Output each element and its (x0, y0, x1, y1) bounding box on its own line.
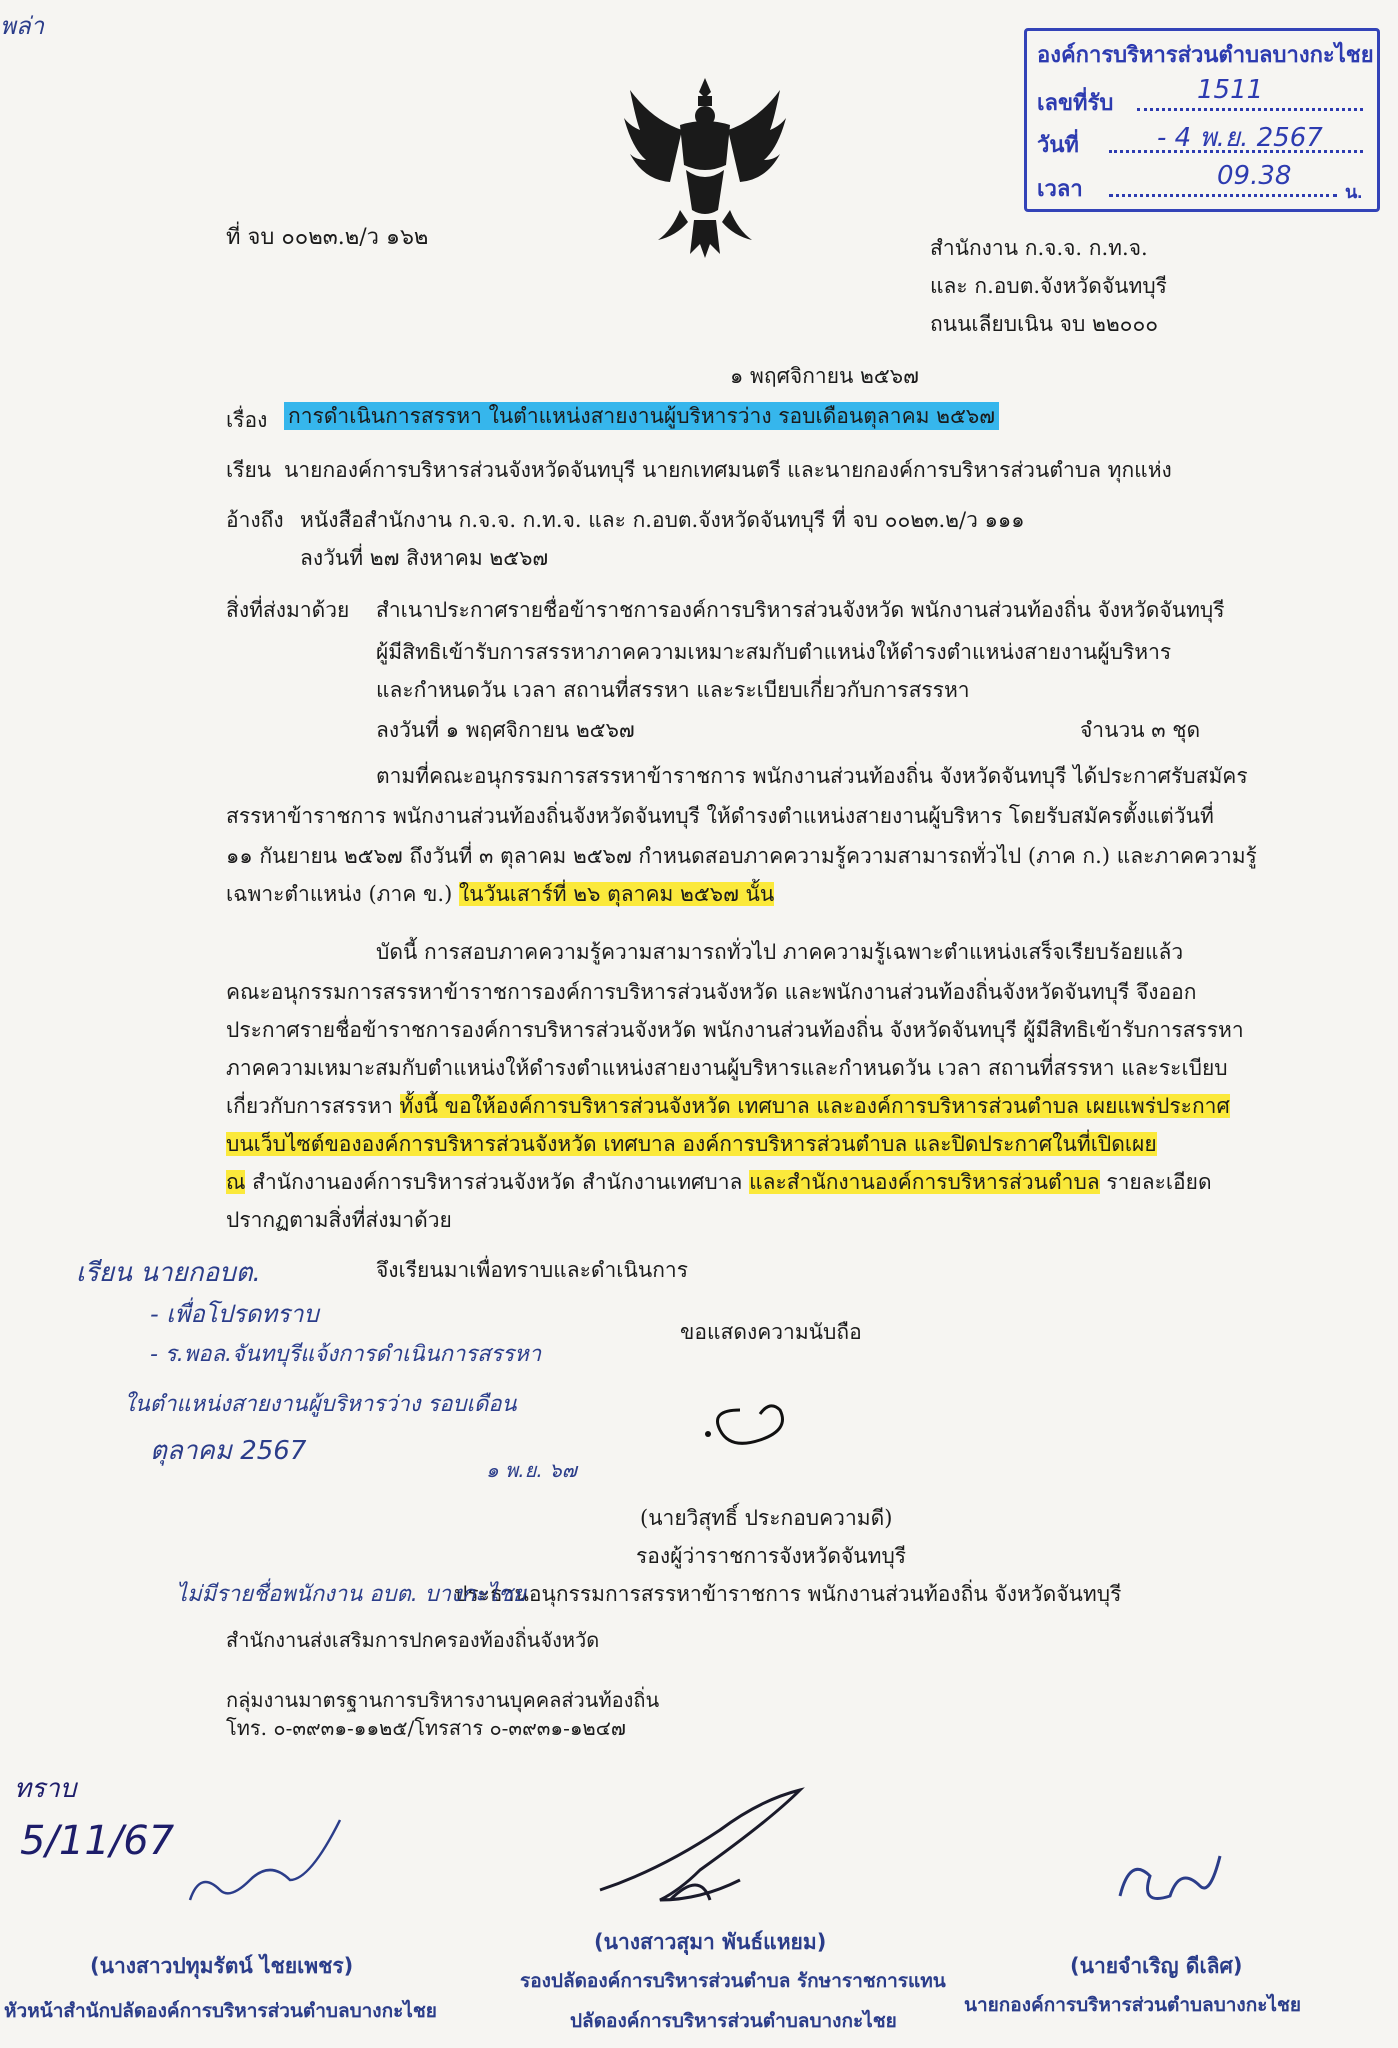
bottom-signer-2-title: รองปลัดองค์การบริหารส่วนตำบล รักษาราชการแทน (520, 1970, 946, 1992)
sign-date-handwriting: ๑ พ.ย. ๖๗ (486, 1458, 577, 1482)
to-text: นายกองค์การบริหารส่วนจังหวัดจันทบุรี นายกเทศมนตรี และนายกองค์การบริหารส่วนตำบล ทุกแห่ง (284, 458, 1172, 482)
stamp-time-unit: น. (1345, 182, 1363, 202)
reference-line-1: หนังสือสำนักงาน ก.จ.จ. ก.ท.จ. และ ก.อบต.จังหวัดจันทบุรี ที่ จบ ๐๐๒๓.๒/ว ๑๑๑ (300, 508, 1025, 532)
stamp-received-label: เลขที่รับ (1037, 90, 1114, 115)
enclosure-line-2: ผู้มีสิทธิเข้ารับการสรรหาภาคความเหมาะสมกับตำแหน่งให้ดำรงตำแหน่งสายงานผู้บริหาร (376, 640, 1172, 664)
signer-signature-icon (700, 1390, 820, 1460)
paragraph2-line8: ปรากฏตามสิ่งที่ส่งมาด้วย (226, 1208, 452, 1232)
bottom-signer-1-name: (นางสาวปทุมรัตน์ ไชยเพชร) (90, 1954, 354, 1978)
enclosure-label: สิ่งที่ส่งมาด้วย (226, 598, 350, 622)
department-line-2: กลุ่มงานมาตรฐานการบริหารงานบุคคลส่วนท้องถิ่น (226, 1688, 660, 1712)
handwritten-note-line3: - ร.พอล.จันทบุรีแจ้งการดำเนินการสรรหา (150, 1342, 542, 1367)
paragraph2-line7-text: สำนักงานองค์การบริหารส่วนจังหวัด สำนักงานเทศบาล (252, 1170, 743, 1194)
paragraph1-line3: ๑๑ กันยายน ๒๕๖๗ ถึงวันที่ ๓ ตุลาคม ๒๕๖๗ กำหนดสอบภาคความรู้ความสามารถทั่วไป (ภาค ก.) และภาคความรู้ (226, 844, 1257, 868)
stamp-divider (1137, 107, 1363, 111)
subject-text (284, 404, 999, 428)
garuda-emblem-icon (620, 70, 790, 270)
reference-label: อ้างถึง (226, 508, 284, 532)
office-line-3: ถนนเลียบเนิน จบ ๒๒๐๐๐ (930, 312, 1159, 336)
signer-position-2: ประธานอนุกรรมการสรรหาข้าราชการ พนักงานส่วนท้องถิ่น จังหวัดจันทบุรี (454, 1582, 1122, 1606)
paragraph2-line5-text: เกี่ยวกับการสรรหา (226, 1094, 393, 1118)
document-ref-no: ที่ จบ ๐๐๒๓.๒/ว ๑๖๒ (226, 225, 429, 250)
paragraph1-line4-text: เฉพาะตำแหน่ง (ภาค ข.) (226, 882, 453, 906)
paragraph2-line7-end: รายละเอียด (1106, 1170, 1212, 1194)
initials-handwriting: ทราบ (14, 1774, 77, 1804)
signer-position-1: รองผู้ว่าราชการจังหวัดจันทบุรี (636, 1544, 907, 1568)
paragraph1-exam-date-highlight: ในวันเสาร์ที่ ๒๖ ตุลาคม ๒๕๖๗ นั้น (458, 882, 775, 906)
office-line-2: และ ก.อบต.จังหวัดจันทบุรี (930, 274, 1167, 298)
stamp-org: องค์การบริหารส่วนตำบลบางกะไชย (1037, 42, 1374, 67)
handwritten-note-line4: ในตำแหน่งสายงานผู้บริหารว่าง รอบเดือน (124, 1392, 517, 1417)
paragraph2-line1: บัดนี้ การสอบภาคความรู้ความสามารถทั่วไป ภาคความรู้เฉพาะตำแหน่งเสร็จเรียบร้อยแล้ว (376, 940, 1184, 964)
stamp-date: - 4 พ.ย. 2567 (1157, 123, 1323, 153)
paragraph1-line4 (226, 882, 774, 906)
enclosure-line-1: สำเนาประกาศรายชื่อข้าราชการองค์การบริหารส่วนจังหวัด พนักงานส่วนท้องถิ่น จังหวัดจันทบุรี (376, 598, 1225, 622)
corner-handwritten-mark: พล่า (0, 12, 45, 40)
office-line-1: สำนักงาน ก.จ.จ. ก.ท.จ. (930, 236, 1148, 260)
paragraph2-office-highlight: และสำนักงานองค์การบริหารส่วนตำบล (749, 1170, 1100, 1194)
subject-label: เรื่อง (226, 408, 268, 432)
handwritten-note-line1: เรียน นายกอบต. (76, 1258, 261, 1288)
reference-line-2: ลงวันที่ ๒๗ สิงหาคม ๒๕๖๗ (300, 546, 549, 570)
signer-name: (นายวิสุทธิ์ ประกอบความดี) (640, 1506, 893, 1530)
handwritten-note-line5: ตุลาคม 2567 (150, 1436, 307, 1466)
stamp-received-no: 1511 (1197, 75, 1264, 105)
receipt-stamp (1024, 28, 1380, 212)
to-label: เรียน (226, 458, 272, 482)
paragraph2-line2: คณะอนุกรรมการสรรหาข้าราชการองค์การบริหารส่วนจังหวัด และพนักงานส่วนท้องถิ่นจังหวัดจันทบุรี จึงออก (226, 980, 1197, 1004)
bottom-signer-1-title: หัวหน้าสำนักปลัดองค์การบริหารส่วนตำบลบางกะไชย (4, 2000, 437, 2022)
stamp-time: 09.38 (1217, 161, 1292, 191)
document-date: ๑ พฤศจิกายน ๒๕๖๗ (730, 364, 919, 388)
bottom-signer-2-title-2: ปลัดองค์การบริหารส่วนตำบลบางกะไชย (570, 2010, 897, 2032)
enclosure-line-3: และกำหนดวัน เวลา สถานที่สรรหา และระเบียบเกี่ยวกับการสรรหา (376, 678, 970, 702)
signature-1-icon (180, 1810, 380, 1920)
enclosure-count: จำนวน ๓ ชุด (1080, 718, 1201, 742)
paragraph2-line6 (226, 1132, 1157, 1156)
stamp-date-label: วันที่ (1037, 132, 1079, 157)
handwritten-no-staff-note: ไม่มีรายชื่อพนักงาน อบต. บางกะไชย (176, 1582, 526, 1607)
handwritten-note-line2: - เพื่อโปรดทราบ (150, 1300, 319, 1328)
department-phone: โทร. ๐-๓๙๓๑-๑๑๒๕/โทรสาร ๐-๓๙๓๑-๑๒๔๗ (226, 1716, 626, 1740)
paragraph2-line3: ประกาศรายชื่อข้าราชการองค์การบริหารส่วนจังหวัด พนักงานส่วนท้องถิ่น จังหวัดจันทบุรี ผู้มีสิทธิเข้ารับการสรรหา (226, 1018, 1244, 1042)
subject-highlight: การดำเนินการสรรหา ในตำแหน่งสายงานผู้บริหารว่าง รอบเดือนตุลาคม ๒๕๖๗ (284, 402, 999, 430)
department-line-1: สำนักงานส่งเสริมการปกครองท้องถิ่นจังหวัด (226, 1628, 600, 1652)
bottom-signer-2-name: (นางสาวสุมา พันธ์แหยม) (594, 1930, 827, 1954)
bottom-signer-3-name: (นายจำเริญ ดีเลิศ) (1070, 1954, 1243, 1978)
signature-2-icon (580, 1780, 860, 1920)
closing-text: จึงเรียนมาเพื่อทราบและดำเนินการ (376, 1258, 688, 1282)
paragraph2-line7 (226, 1170, 1212, 1194)
signature-3-icon (1110, 1846, 1230, 1916)
paragraph2-publish-highlight: ทั้งนี้ ขอให้องค์การบริหารส่วนจังหวัด เทศบาล และองค์การบริหารส่วนตำบล เผยแพร่ประกาศ (399, 1094, 1230, 1118)
regards-text: ขอแสดงความนับถือ (680, 1320, 862, 1344)
paragraph1-line2: สรรหาข้าราชการ พนักงานส่วนท้องถิ่นจังหวัดจันทบุรี ให้ดำรงตำแหน่งสายงานผู้บริหาร โดยรับสมัครตั้งแต่วันที่ (226, 804, 1214, 828)
paragraph2-website-highlight: บนเว็บไซต์ขององค์การบริหารส่วนจังหวัด เทศบาล องค์การบริหารส่วนตำบล และปิดประกาศในที่เปิดเผย (226, 1132, 1157, 1156)
stamp-time-label: เวลา (1037, 176, 1083, 201)
bottom-signer-3-title: นายกองค์การบริหารส่วนตำบลบางกะไชย (964, 1994, 1301, 2016)
initials-date-handwriting: 5/11/67 (20, 1818, 175, 1864)
paragraph2-at-highlight: ณ (226, 1170, 246, 1194)
stamp-divider (1109, 193, 1337, 197)
paragraph2-line4: ภาคความเหมาะสมกับตำแหน่งให้ดำรงตำแหน่งสายงานผู้บริหารและกำหนดวัน เวลา สถานที่สรรหา และระเบียบ (226, 1056, 1228, 1080)
paragraph2-line5 (226, 1094, 1230, 1118)
paragraph1-line1: ตามที่คณะอนุกรรมการสรรหาข้าราชการ พนักงานส่วนท้องถิ่น จังหวัดจันทบุรี ได้ประกาศรับสมัคร (376, 764, 1248, 788)
enclosure-line-4: ลงวันที่ ๑ พฤศจิกายน ๒๕๖๗ (376, 718, 635, 742)
